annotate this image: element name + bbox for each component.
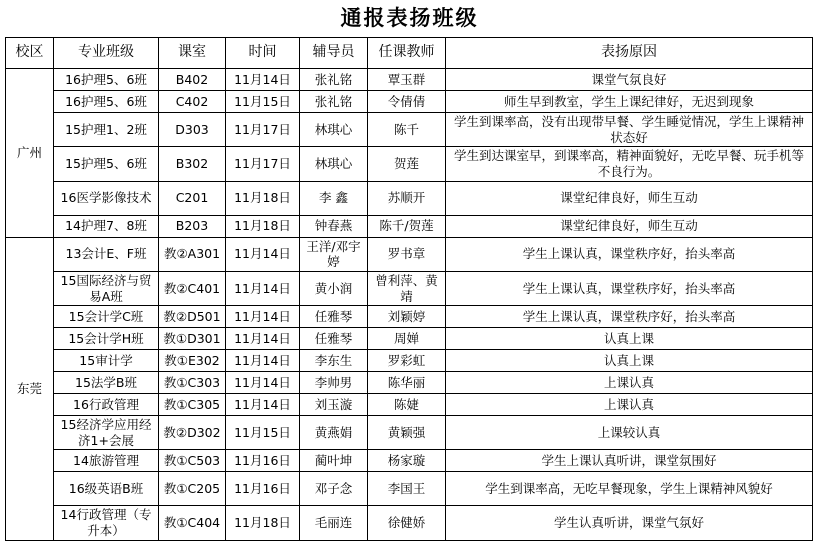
date-cell: 11月15日 (226, 416, 300, 450)
room-cell: B203 (159, 215, 226, 237)
table-row (6, 506, 813, 540)
column-header-reason: 表扬原因 (446, 38, 813, 69)
counselor-cell: 黄小润 (300, 271, 368, 305)
room-cell: 教①D301 (159, 328, 226, 350)
counselor-cell: 林琪心 (300, 113, 368, 147)
table-row (6, 450, 813, 472)
room-cell: D303 (159, 113, 226, 147)
column-header-campus: 校区 (6, 38, 54, 69)
reason-cell: 认真上课 (446, 328, 813, 350)
date-cell: 11月16日 (226, 450, 300, 472)
table-row (6, 416, 813, 450)
class-cell: 15经济学应用经济1+会展 (54, 416, 159, 450)
campus-cell: 广州 (6, 69, 54, 238)
reason-cell: 课堂纪律良好，师生互动 (446, 181, 813, 215)
table-row (6, 181, 813, 215)
reason-cell: 学生上课认真，课堂秩序好，抬头率高 (446, 237, 813, 271)
counselor-cell: 李 鑫 (300, 181, 368, 215)
counselor-cell: 刘玉漩 (300, 394, 368, 416)
date-cell: 11月18日 (226, 215, 300, 237)
class-cell: 14旅游管理 (54, 450, 159, 472)
reason-cell: 认真上课 (446, 350, 813, 372)
table-row (6, 69, 813, 91)
teacher-cell: 贺莲 (368, 147, 446, 181)
date-cell: 11月14日 (226, 394, 300, 416)
counselor-cell: 李东生 (300, 350, 368, 372)
table-row (6, 350, 813, 372)
teacher-cell: 刘颖婷 (368, 306, 446, 328)
counselor-cell: 蔺叶坤 (300, 450, 368, 472)
class-cell: 16行政管理 (54, 394, 159, 416)
date-cell: 11月18日 (226, 506, 300, 540)
table-row (6, 147, 813, 181)
room-cell: C201 (159, 181, 226, 215)
teacher-cell: 李国王 (368, 472, 446, 506)
class-cell: 15护理5、6班 (54, 147, 159, 181)
room-cell: 教①C503 (159, 450, 226, 472)
counselor-cell: 林琪心 (300, 147, 368, 181)
room-cell: 教①C305 (159, 394, 226, 416)
counselor-cell: 王洋/邓宇婷 (300, 237, 368, 271)
date-cell: 11月15日 (226, 91, 300, 113)
reason-cell: 学生上课认真，课堂秩序好，抬头率高 (446, 271, 813, 305)
teacher-cell: 苏顺开 (368, 181, 446, 215)
reason-cell: 学生到达课室早，到课率高，精神面貌好，无吃早餐、玩手机等不良行为。 (446, 147, 813, 181)
reason-cell: 师生早到教室，学生上课纪律好，无迟到现象 (446, 91, 813, 113)
reason-cell: 上课认真 (446, 372, 813, 394)
table-row (6, 306, 813, 328)
teacher-cell: 陈千 (368, 113, 446, 147)
reason-cell: 学生上课认真听讲，课堂氛围好 (446, 450, 813, 472)
counselor-cell: 张礼铭 (300, 91, 368, 113)
class-cell: 14行政管理（专升本） (54, 506, 159, 540)
table-body (6, 69, 813, 541)
table-row (6, 372, 813, 394)
teacher-cell: 周婵 (368, 328, 446, 350)
room-cell: 教①C303 (159, 372, 226, 394)
teacher-cell: 令倩倩 (368, 91, 446, 113)
class-cell: 16护理5、6班 (54, 69, 159, 91)
class-cell: 15法学B班 (54, 372, 159, 394)
class-cell: 15国际经济与贸易A班 (54, 271, 159, 305)
room-cell: 教②D501 (159, 306, 226, 328)
counselor-cell: 李帅男 (300, 372, 368, 394)
counselor-cell: 任雅琴 (300, 306, 368, 328)
counselor-cell: 钟春燕 (300, 215, 368, 237)
reason-cell: 学生到课率高，没有出现带早餐、学生睡觉情况，学生上课精神状态好 (446, 113, 813, 147)
counselor-cell: 任雅琴 (300, 328, 368, 350)
column-header-date: 时间 (226, 38, 300, 69)
teacher-cell: 陈婕 (368, 394, 446, 416)
teacher-cell: 罗彩虹 (368, 350, 446, 372)
class-cell: 15会计学H班 (54, 328, 159, 350)
date-cell: 11月14日 (226, 271, 300, 305)
date-cell: 11月14日 (226, 237, 300, 271)
date-cell: 11月14日 (226, 350, 300, 372)
teacher-cell: 陈千/贺莲 (368, 215, 446, 237)
room-cell: 教①E302 (159, 350, 226, 372)
room-cell: 教②D302 (159, 416, 226, 450)
date-cell: 11月14日 (226, 372, 300, 394)
page-title: 通报表扬班级 (340, 6, 479, 30)
table-row (6, 215, 813, 237)
date-cell: 11月14日 (226, 69, 300, 91)
date-cell: 11月16日 (226, 472, 300, 506)
counselor-cell: 黄燕娟 (300, 416, 368, 450)
reason-cell: 课堂气氛良好 (446, 69, 813, 91)
reason-cell: 学生上课认真，课堂秩序好，抬头率高 (446, 306, 813, 328)
class-cell: 14护理7、8班 (54, 215, 159, 237)
date-cell: 11月14日 (226, 306, 300, 328)
reason-cell: 上课较认真 (446, 416, 813, 450)
counselor-cell: 邓子念 (300, 472, 368, 506)
table-header-row (6, 38, 813, 69)
counselor-cell: 张礼铭 (300, 69, 368, 91)
class-cell: 15会计学C班 (54, 306, 159, 328)
class-cell: 16护理5、6班 (54, 91, 159, 113)
column-header-class: 专业班级 (54, 38, 159, 69)
teacher-cell: 陈华丽 (368, 372, 446, 394)
table-row (6, 271, 813, 305)
table-row (6, 113, 813, 147)
room-cell: 教①C205 (159, 472, 226, 506)
date-cell: 11月17日 (226, 113, 300, 147)
teacher-cell: 覃玉群 (368, 69, 446, 91)
column-header-teacher: 任课教师 (368, 38, 446, 69)
room-cell: 教②C401 (159, 271, 226, 305)
date-cell: 11月18日 (226, 181, 300, 215)
date-cell: 11月14日 (226, 328, 300, 350)
reason-cell: 学生认真听讲，课堂气氛好 (446, 506, 813, 540)
table-row (6, 91, 813, 113)
teacher-cell: 徐健娇 (368, 506, 446, 540)
column-header-counselor: 辅导员 (300, 38, 368, 69)
date-cell: 11月17日 (226, 147, 300, 181)
teacher-cell: 罗书章 (368, 237, 446, 271)
reason-cell: 学生到课率高，无吃早餐现象，学生上课精神风貌好 (446, 472, 813, 506)
table-row (6, 328, 813, 350)
table-row (6, 472, 813, 506)
class-cell: 15护理1、2班 (54, 113, 159, 147)
reason-cell: 课堂纪律良好，师生互动 (446, 215, 813, 237)
class-cell: 16医学影像技术 (54, 181, 159, 215)
teacher-cell: 曾利萍、黄靖 (368, 271, 446, 305)
room-cell: C402 (159, 91, 226, 113)
praised-classes-table (5, 37, 813, 541)
room-cell: B302 (159, 147, 226, 181)
room-cell: 教①C404 (159, 506, 226, 540)
class-cell: 13会计E、F班 (54, 237, 159, 271)
reason-cell: 上课认真 (446, 394, 813, 416)
class-cell: 16级英语B班 (54, 472, 159, 506)
class-cell: 15审计学 (54, 350, 159, 372)
room-cell: 教②A301 (159, 237, 226, 271)
room-cell: B402 (159, 69, 226, 91)
campus-cell: 东莞 (6, 237, 54, 540)
teacher-cell: 杨家璇 (368, 450, 446, 472)
column-header-room: 课室 (159, 38, 226, 69)
table-row (6, 394, 813, 416)
teacher-cell: 黄颖强 (368, 416, 446, 450)
counselor-cell: 毛丽连 (300, 506, 368, 540)
table-row (6, 237, 813, 271)
